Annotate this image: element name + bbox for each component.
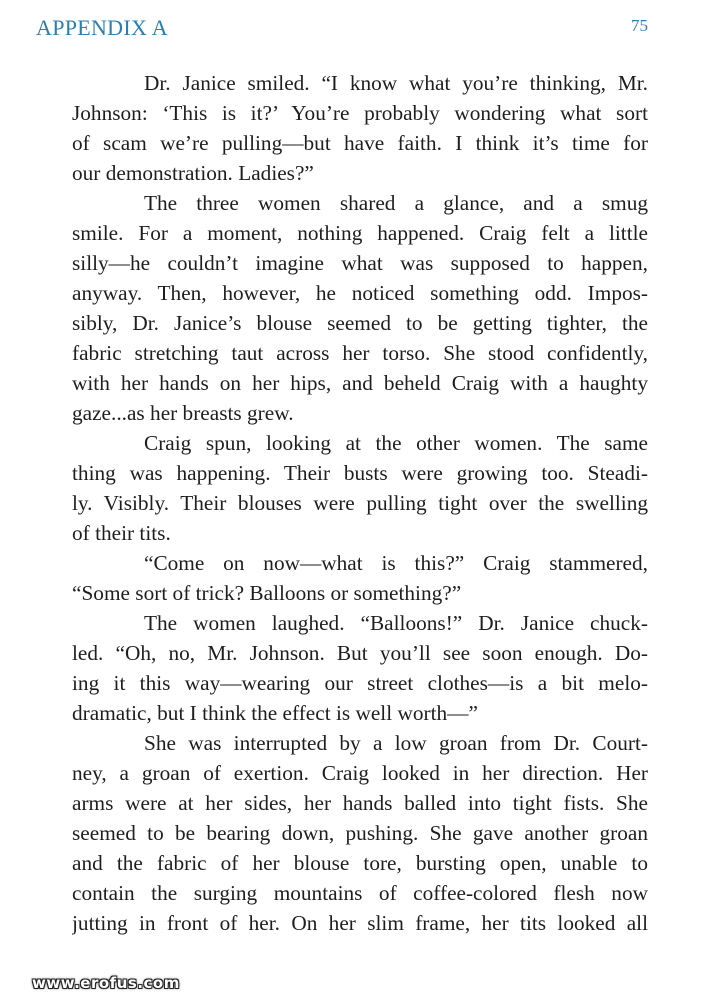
text-line: ney, a groan of exertion. Craig looked in her direction. Her [72,761,648,785]
text-line: gaze...as her breasts grew. [72,401,294,425]
text-line: Johnson: ‘This is it?’ You’re probably wondering what sort [72,101,648,125]
text-line: our demonstration. Ladies?” [72,161,314,185]
text-line: ing it this way—wearing our street clothes—is a bit melo- [72,671,648,695]
text-line: fabric stretching taut across her torso. She stood confidently, [72,341,648,365]
text-line: She was interrupted by a low groan from Dr. Court- [144,731,648,755]
running-head: APPENDIX A [36,15,168,40]
text-line: dramatic, but I think the effect is well worth—” [72,701,478,725]
text-line: and the fabric of her blouse tore, bursting open, unable to [72,851,648,875]
page-number: 75 [631,16,648,35]
body-text [72,68,648,938]
text-line: “Some sort of trick? Balloons or something?” [72,581,462,605]
text-line: led. “Oh, no, Mr. Johnson. But you’ll see soon enough. Do- [72,641,648,665]
text-line: The women laughed. “Balloons!” Dr. Janice chuck- [144,611,648,635]
text-line: ly. Visibly. Their blouses were pulling tight over the swelling [72,491,648,515]
text-line: silly—he couldn’t imagine what was supposed to happen, [72,251,648,275]
text-line: smile. For a moment, nothing happened. Craig felt a little [72,221,648,245]
text-line: thing was happening. Their busts were growing too. Steadi- [72,461,648,485]
text-line: anyway. Then, however, he noticed something odd. Impos- [72,281,648,305]
text-line: of scam we’re pulling—but have faith. I think it’s time for [72,131,648,155]
text-line: Dr. Janice smiled. “I know what you’re thinking, Mr. [144,71,648,95]
text-line: arms were at her sides, her hands balled into tight fists. She [72,791,648,815]
text-line: “Come on now—what is this?” Craig stammered, [144,551,648,575]
text-line: contain the surging mountains of coffee-colored flesh now [72,881,648,905]
text-line: of their tits. [72,521,171,545]
watermark: www.erofus.com [32,974,180,992]
text-line: sibly, Dr. Janice’s blouse seemed to be getting tighter, the [72,311,648,335]
text-line: with her hands on her hips, and beheld Craig with a haughty [72,371,648,395]
text-line: jutting in front of her. On her slim frame, her tits looked all [72,911,648,935]
text-line: seemed to be bearing down, pushing. She gave another groan [72,821,648,845]
text-line: The three women shared a glance, and a smug [144,191,648,215]
text-line: Craig spun, looking at the other women. The same [144,431,648,455]
